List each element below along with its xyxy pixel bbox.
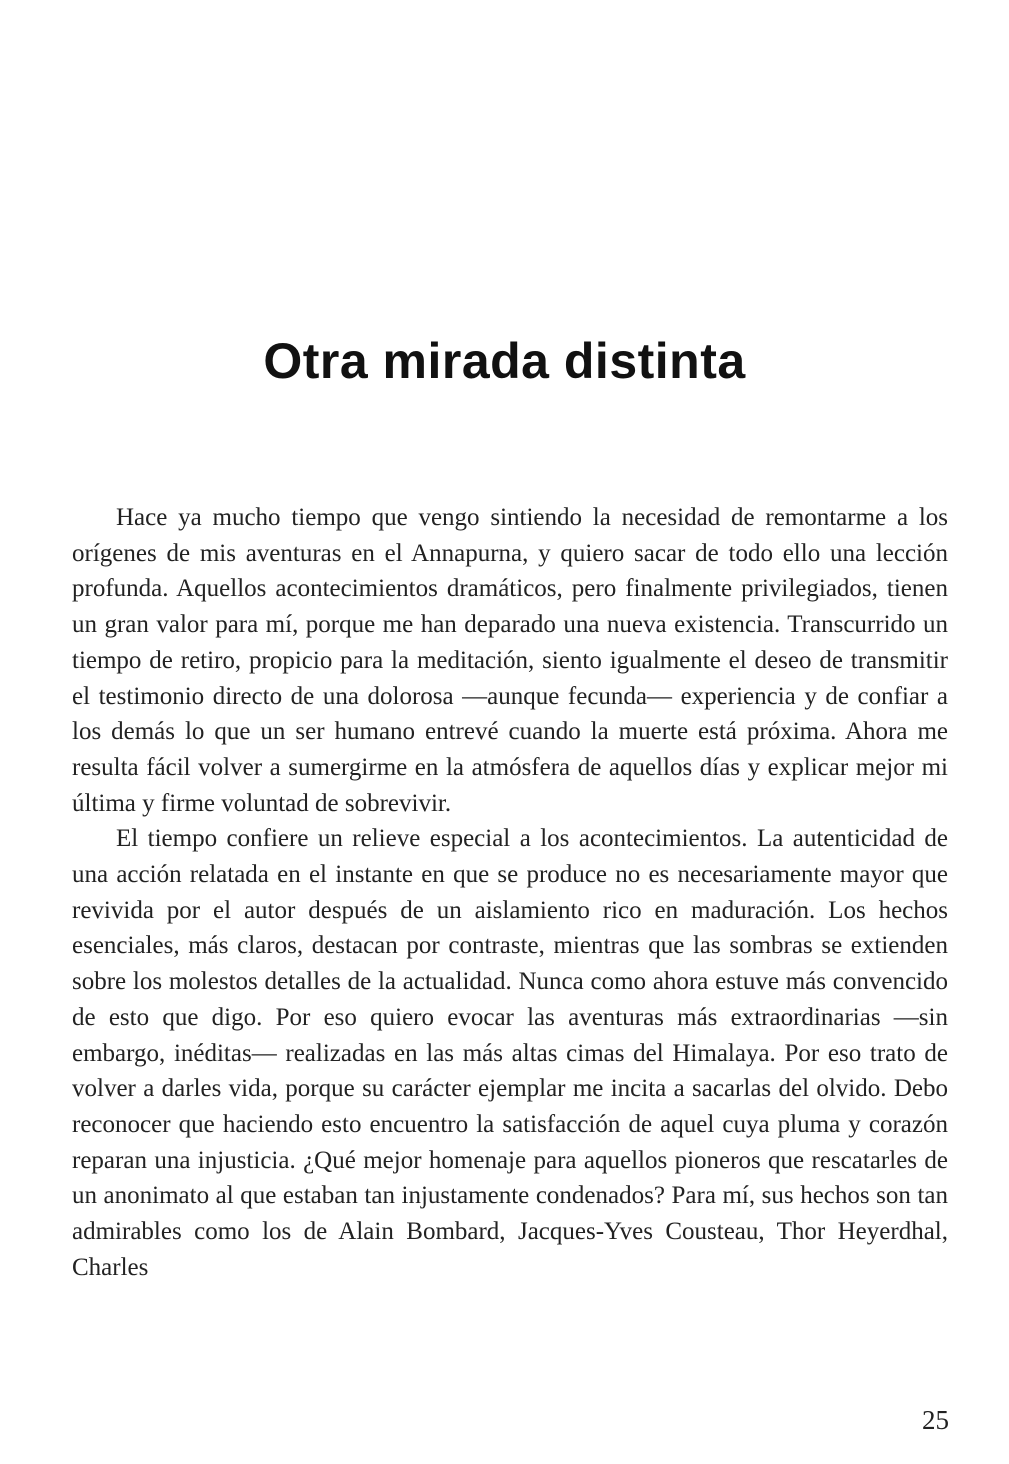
chapter-title: Otra mirada distinta	[263, 333, 746, 389]
paragraph-2: El tiempo confiere un relieve especial a los acontecimientos. La autenticidad de una acción relatada en el instante en que se produce no es necesariamente mayor que revivida por el autor después de un aislamiento rico en maduración. Los hechos esenciales, más claros, destacan por contraste, mientras que las sombras se extienden sobre los molestos detalles de la actualidad. Nunca como ahora estuve más convencido de esto que digo. Por eso quiero evocar las aventuras más extraordinarias —sin embargo, inéditas— realizadas en las más altas cimas del Himalaya. Por eso trato de volver a darles vida, porque su carácter ejemplar me incita a sacarlas del olvido. Debo reconocer que haciendo esto encuentro la satisfacción de aquel cuya pluma y corazón reparan una injusticia. ¿Qué mejor homenaje para aquellos pioneros que rescatarles de un anonimato al que estaban tan injustamente condenados? Para mí, sus hechos son tan admirables como los de Alain Bombard, Jacques-Yves Cousteau, Thor Heyerdhal, Charles	[72, 825, 948, 1281]
paragraph-1: Hace ya mucho tiempo que vengo sintiendo la necesidad de remontarme a los orígenes de mis aventuras en el Annapurna, y quiero sacar de todo ello una lección profunda. Aquellos acontecimientos dramáticos, pero finalmente privilegiados, tienen un gran valor para mí, porque me han deparado una nueva existencia. Transcurrido un tiempo de retiro, propicio para la meditación, siento igualmente el deseo de transmitir el testimonio directo de una dolorosa —aunque fecunda— experiencia y de confiar a los demás lo que un ser humano entrevé cuando la muerte está próxima. Ahora me resulta fácil volver a sumergirme en la atmósfera de aquellos días y explicar mejor mi última y firme voluntad de sobrevivir.	[72, 504, 948, 817]
body-text	[72, 500, 948, 1285]
page-number: 25	[922, 1405, 949, 1435]
